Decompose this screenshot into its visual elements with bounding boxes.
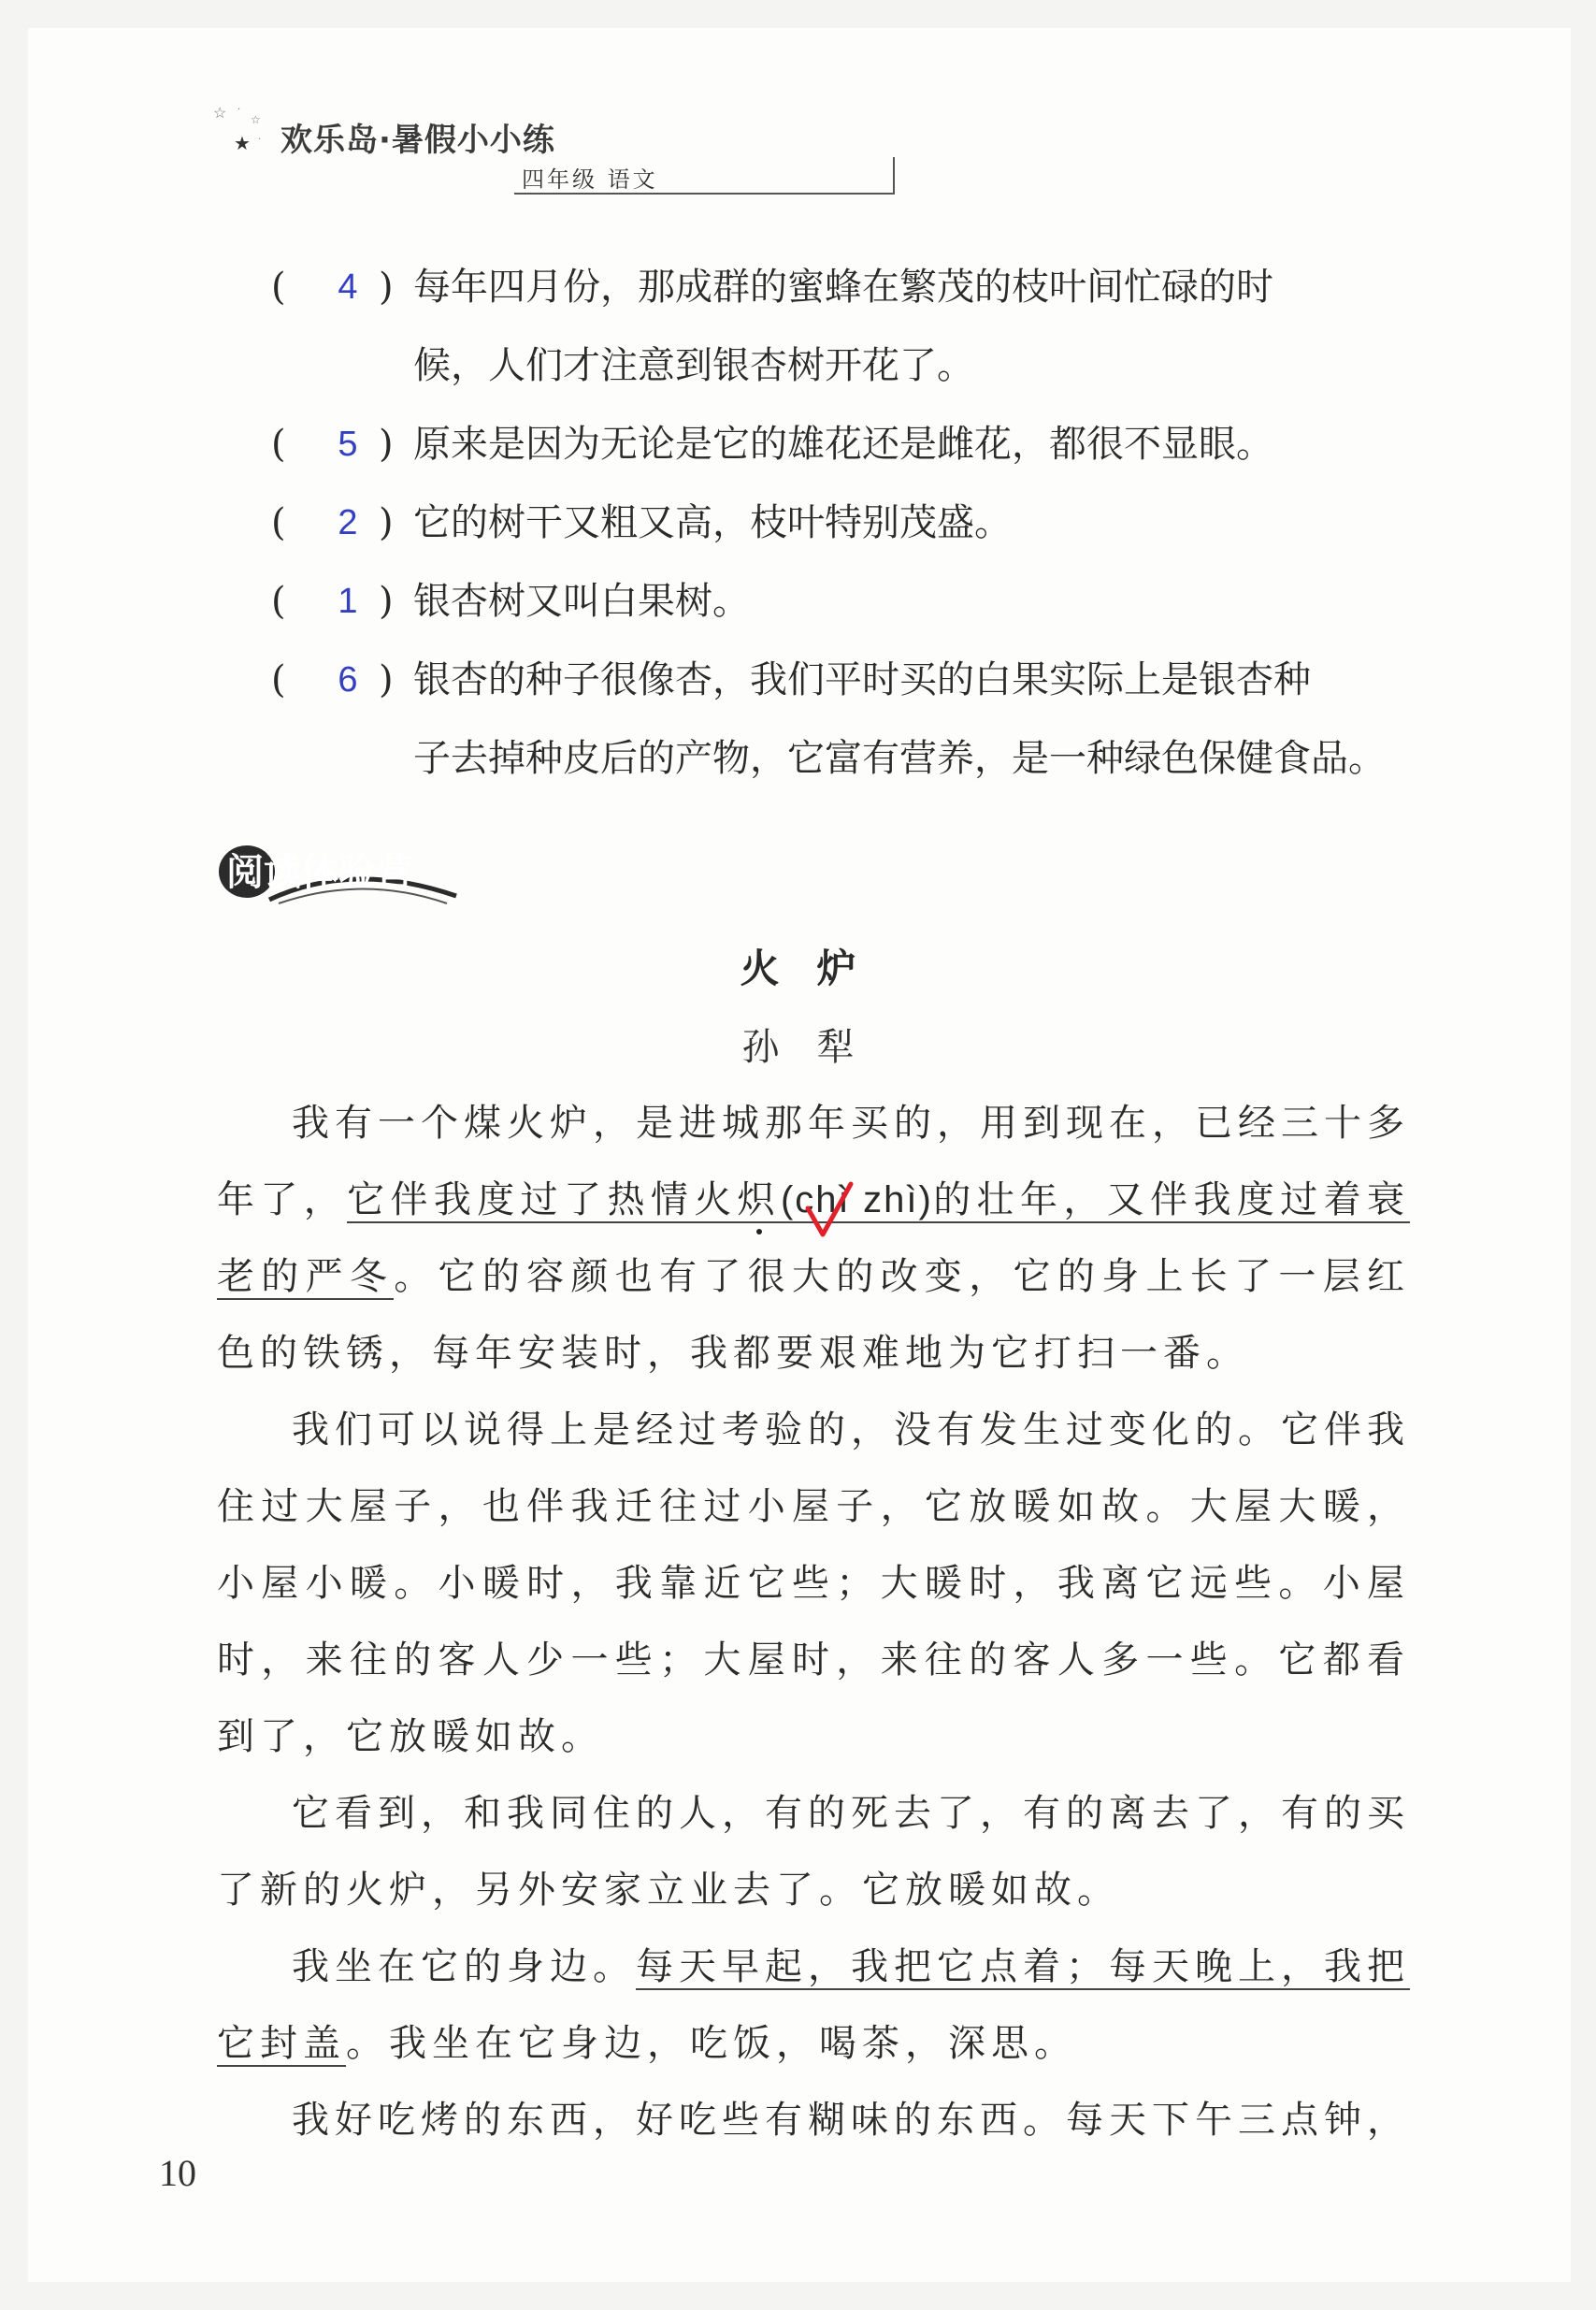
sentence-line: 原来是因为无论是它的雄花还是雌花，都很不显眼。 bbox=[413, 423, 1273, 466]
answer-number[interactable]: 5 bbox=[338, 425, 358, 464]
answer-number[interactable]: 1 bbox=[338, 582, 358, 621]
answer-number[interactable]: 2 bbox=[338, 503, 358, 542]
pinyin-choice: (chì zhì) bbox=[780, 1179, 933, 1220]
article-title: 火炉 bbox=[740, 946, 894, 991]
sentence-line: 银杏树又叫白果树。 bbox=[413, 580, 750, 623]
ordering-item: ( 4 ) 每年四月份，那成群的蜜蜂在繁茂的枝叶间忙碌的时 候，人们才注意到银杏树开花了。 bbox=[271, 248, 1440, 405]
check-mark-icon bbox=[802, 1180, 858, 1246]
dotted-character: 炽 bbox=[737, 1178, 781, 1221]
underlined-text: 每天早起，我把它点着；每天晚上，我把它封盖 bbox=[217, 1945, 1410, 2065]
stars-icon bbox=[206, 95, 280, 170]
paragraph: 我们可以说得上是经过考验的，没有发生过变化的。它伴我住过大屋子，也伴我迁往过小屋子，它放暖如故。大屋大暖，小屋小暖。小暖时，我靠近它些；大暖时，我离它远些。小屋时，来往的客人少一些；大屋时，来往的客人多一些。它都看到了，它放暖如故。 bbox=[217, 1408, 1410, 1758]
ordering-item: ( 6 ) 银杏的种子很像杏，我们平时买的白果实际上是银杏种 子去掉种皮后的产物，它富有营养，是一种绿色保健食品。 bbox=[271, 641, 1440, 798]
svg-text:☆: ☆ bbox=[213, 104, 227, 122]
book-title: 欢乐岛·暑假小小练 bbox=[280, 122, 555, 159]
section-badge bbox=[213, 823, 484, 917]
paragraph: 我有一个煤火炉，是进城那年买的，用到现在，已经三十多年了，它伴我度过了热情火炽(chì zhì)的壮年，又伴我度过着衰老的严冬。它的容颜也有了很大的改变，它的身上长了一层红色的铁锈，每年安装时，我都要艰难地为它打扫一番。 bbox=[217, 1102, 1411, 1375]
article-body bbox=[217, 1085, 1410, 2158]
sentence-line: 每年四月份，那成群的蜜蜂在繁茂的枝叶间忙碌的时 bbox=[413, 266, 1273, 309]
grade-subject: 四年级 语文 bbox=[522, 166, 658, 193]
paragraph: 它看到，和我同住的人，有的死去了，有的离去了，有的买了新的火炉，另外安家立业去了。它放暖如故。 bbox=[217, 1792, 1410, 1912]
ordering-item: ( 5 ) 原来是因为无论是它的雄花还是雌花，都很不显眼。 bbox=[271, 405, 1440, 484]
sentence-line: 候，人们才注意到银杏树开花了。 bbox=[413, 344, 974, 387]
paragraph: 我好吃烤的东西，好吃些有糊味的东西。每天下午三点钟， bbox=[292, 2099, 1410, 2142]
svg-text:★: ★ bbox=[234, 132, 251, 154]
page-number: 10 bbox=[159, 2152, 196, 2194]
sentence-line: 子去掉种皮后的产物，它富有营养，是一种绿色保健食品。 bbox=[413, 737, 1386, 780]
paragraph: 我坐在它的身边。每天早起，我把它点着；每天晚上，我把它封盖。我坐在它身边，吃饭，喝茶，深思。 bbox=[217, 1945, 1410, 2065]
badge-text: 阅读体验营 bbox=[226, 851, 413, 894]
sentence-line: 银杏的种子很像杏，我们平时买的白果实际上是银杏种 bbox=[413, 658, 1311, 701]
answer-number[interactable]: 4 bbox=[338, 267, 358, 307]
sentence-line: 它的树干又粗又高，枝叶特别茂盛。 bbox=[413, 501, 1012, 544]
header-rule-vertical bbox=[893, 157, 895, 195]
ordering-item: ( 2 ) 它的树干又粗又高，枝叶特别茂盛。 bbox=[271, 484, 1440, 562]
answer-number[interactable]: 6 bbox=[338, 660, 358, 700]
ordering-exercise bbox=[271, 248, 1440, 798]
header-rule bbox=[514, 193, 893, 195]
underlined-text: 它伴我度过了热情火炽(chì zhì)的壮年，又伴我度过着衰老的严冬 bbox=[217, 1178, 1411, 1298]
article-author: 孙犁 bbox=[741, 1026, 892, 1069]
ordering-item: ( 1 ) 银杏树又叫白果树。 bbox=[271, 562, 1440, 641]
svg-text:·: · bbox=[237, 105, 241, 115]
svg-text:·: · bbox=[258, 135, 262, 145]
svg-text:☆: ☆ bbox=[251, 113, 261, 126]
